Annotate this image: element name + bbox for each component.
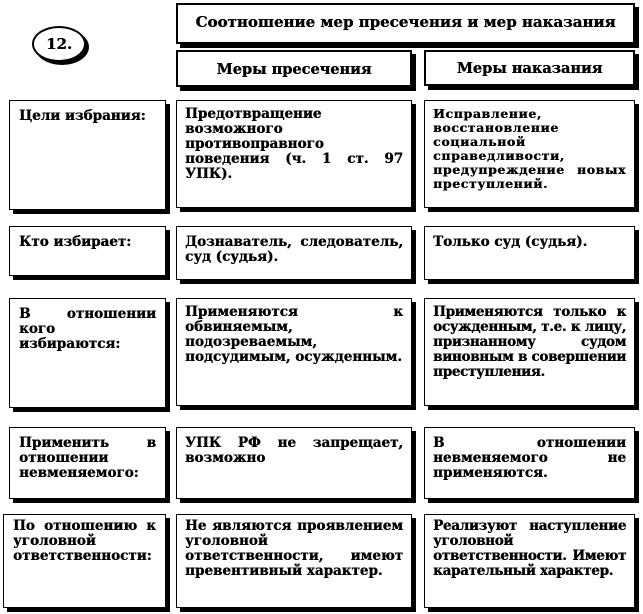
cell-restraint-criminal-liability: Не являются проявлением уголовной ответственности, имеют превентивный характер. — [176, 514, 412, 608]
cell-punishment-insane: В отношении невменяемого не применяются. — [424, 427, 635, 499]
cell-punishment-criminal-liability: Реализуют наступление уголовной ответственности. Имеют карательный характер. — [424, 514, 635, 608]
cell-restraint-who-chooses: Дознаватель, следователь, суд (судья). — [176, 226, 412, 280]
row-label-insane: Применить в отношении невменяемого: — [9, 427, 166, 499]
table-title: Соотношение мер пресечения и мер наказания — [176, 3, 635, 44]
cell-punishment-who-chooses: Только суд (судья). — [424, 226, 635, 280]
column-header-punishment: Меры наказания — [424, 50, 635, 86]
cell-punishment-applied-to: Применяются только к осужденным, т.е. к лицу, признанному судом виновным в совершении преступления. — [424, 298, 635, 406]
row-label-goals: Цели избрания: — [9, 100, 166, 210]
row-label-who-chooses: Кто избирает: — [9, 226, 166, 276]
cell-restraint-applied-to: Применяются к обвиняемым, подозреваемым, подсудимым, осужденным. — [176, 298, 412, 406]
row-label-applied-to: В отношении кого избираются: — [9, 298, 166, 408]
cell-punishment-goals: Исправление, восстановление социальной справедливости, предупреждение новых преступлений. — [424, 100, 635, 208]
cell-restraint-insane: УПК РФ не запрещает, возможно — [176, 427, 412, 499]
row-label-criminal-liability: По отношению к уголовной ответственности: — [3, 514, 166, 608]
column-header-restraint: Меры пресечения — [176, 50, 412, 87]
cell-restraint-goals: Предотвращение возможного противоправного поведения (ч. 1 ст. 97 УПК). — [176, 100, 412, 208]
section-number-badge: 12. — [32, 26, 86, 62]
